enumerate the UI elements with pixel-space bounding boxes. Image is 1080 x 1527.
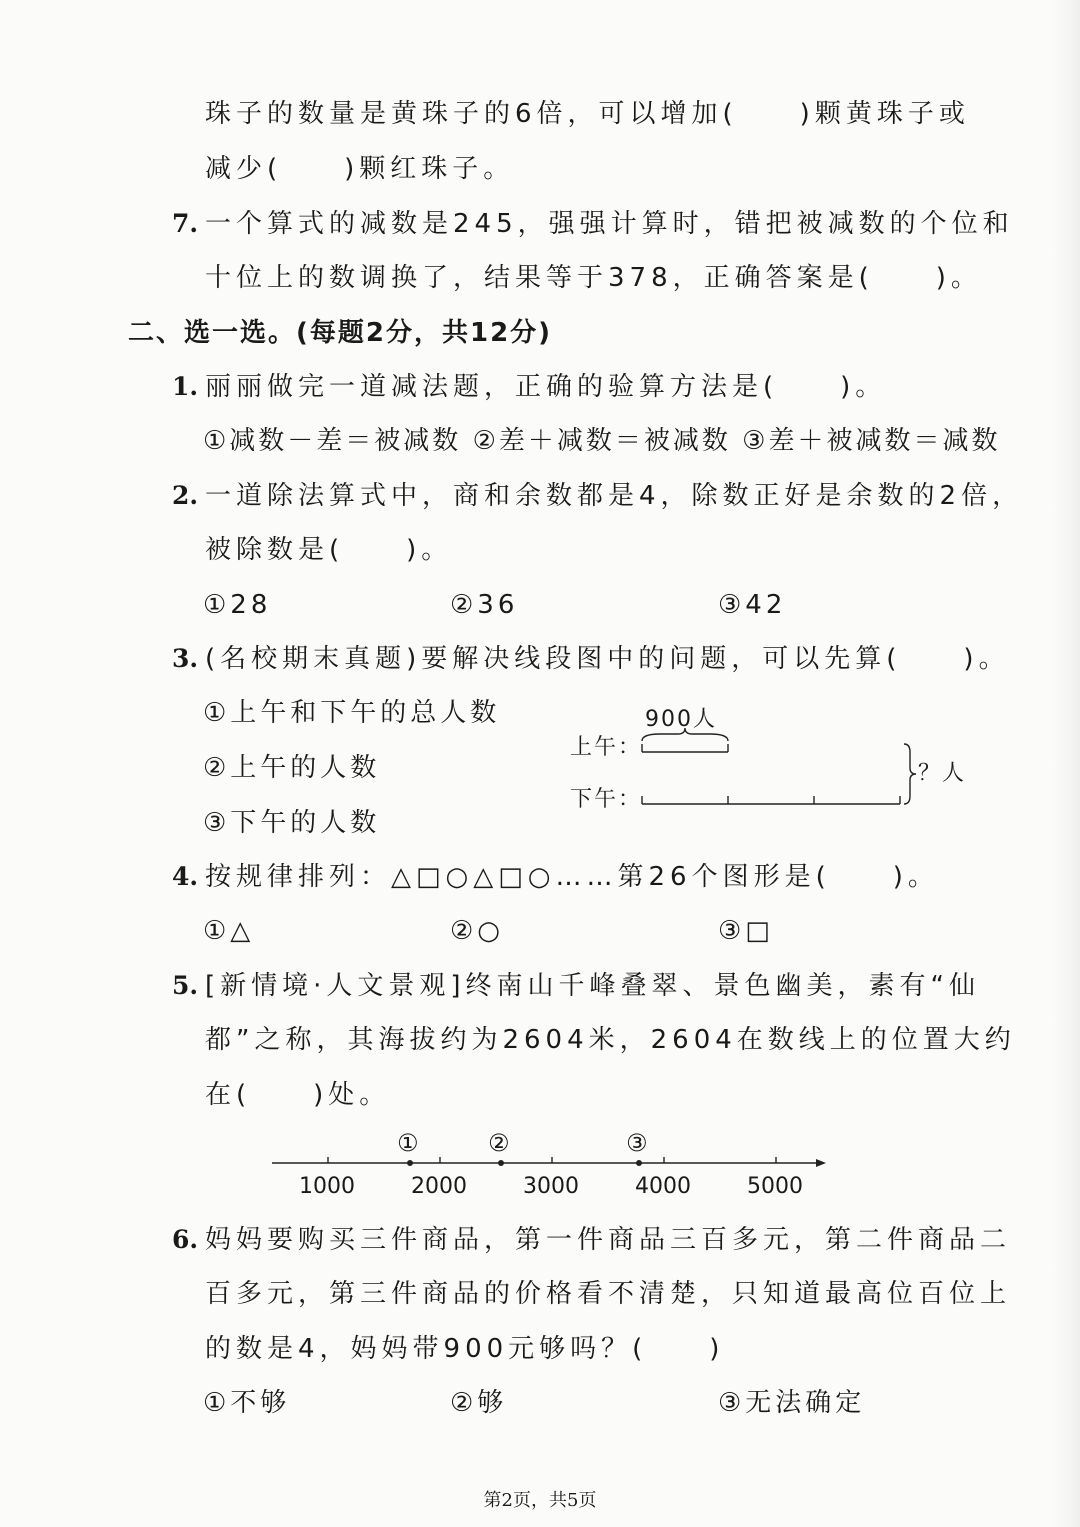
number-line [270, 1130, 840, 1210]
s2q2-option-2[interactable]: ②36 [450, 590, 519, 620]
tick-label-4000: 4000 [635, 1174, 691, 1199]
s2q3-number: 3. [172, 644, 199, 673]
s2q3-stem: (名校期末真题)要解决线段图中的问题，可以先算( )。 [205, 644, 1010, 674]
s2q3-option-2[interactable]: ②上午的人数 [203, 753, 381, 783]
s2q6-line3: 的数是4，妈妈带900元够吗？( ) [205, 1334, 725, 1364]
s2q4-number: 4. [172, 862, 199, 891]
number-line-arrow [816, 1159, 826, 1167]
s2q6-option-1[interactable]: ①不够 [203, 1388, 291, 1418]
s2q6-number: 6. [172, 1225, 199, 1254]
diagram-top-label: 900人 [645, 707, 717, 732]
marker-2[interactable]: ② [488, 1129, 510, 1157]
s2q5-line3: 在( )处。 [205, 1080, 391, 1110]
segment-diagram [560, 700, 980, 820]
morning-brace [642, 728, 728, 741]
s2q1-stem: 丽丽做完一道减法题，正确的验算方法是( )。 [205, 372, 887, 402]
s2q6-line1: 妈妈要购买三件商品，第一件商品三百多元，第二件商品二 [205, 1225, 1012, 1255]
q6-cont-line1: 珠子的数量是黄珠子的6倍，可以增加( )颗黄珠子或 [205, 99, 970, 129]
point-1 [407, 1160, 413, 1166]
section-title: 二、选一选。(每题2分，共12分) [128, 318, 553, 348]
diagram-morning-label: 上午： [570, 735, 643, 760]
tick-label-2000: 2000 [411, 1174, 467, 1199]
s2q6-line2: 百多元，第三件商品的价格看不清楚，只知道最高位百位上 [205, 1279, 1012, 1309]
s2q2-line2: 被除数是( )。 [205, 535, 453, 565]
s2q3-option-3[interactable]: ③下午的人数 [203, 808, 381, 838]
page-edge-shadow [1052, 0, 1080, 1527]
marker-3[interactable]: ③ [626, 1129, 648, 1157]
diagram-lines [560, 700, 980, 820]
tick-label-1000: 1000 [299, 1174, 355, 1199]
total-brace [904, 744, 916, 804]
s2q3-option-1[interactable]: ①上午和下午的总人数 [203, 698, 501, 728]
s2q1-number: 1. [172, 372, 199, 401]
page-footer: 第2页，共5页 [483, 1490, 597, 1511]
tick-label-5000: 5000 [747, 1174, 803, 1199]
s2q1-options: ①减数－差＝被减数 ②差＋减数＝被减数 ③差＋被减数＝减数 [203, 426, 1001, 456]
q7-line2: 十位上的数调换了，结果等于378，正确答案是( )。 [205, 263, 982, 293]
diagram-afternoon-label: 下午： [570, 787, 643, 812]
s2q6-option-3[interactable]: ③无法确定 [718, 1388, 866, 1418]
s2q5-line1: [新情境·人文景观]终南山千峰叠翠、景色幽美，素有“仙 [205, 971, 981, 1001]
s2q5-number: 5. [172, 971, 199, 1000]
s2q4-stem: 按规律排列：△□○△□○……第26个图形是( )。 [205, 862, 939, 892]
tick-label-3000: 3000 [523, 1174, 579, 1199]
s2q2-option-3[interactable]: ③42 [718, 590, 787, 620]
s2q2-option-1[interactable]: ①28 [203, 590, 272, 620]
s2q4-option-2[interactable]: ②○ [450, 916, 504, 946]
s2q6-option-2[interactable]: ②够 [450, 1388, 508, 1418]
q7-number: 7. [172, 209, 199, 238]
q6-cont-line2: 减少( )颗红珠子。 [205, 154, 515, 184]
s2q4-option-3[interactable]: ③□ [718, 916, 774, 946]
diagram-total-label: ？人 [918, 761, 967, 786]
marker-1[interactable]: ① [397, 1129, 419, 1157]
point-2 [498, 1160, 504, 1166]
s2q2-line1: 一道除法算式中，商和余数都是4，除数正好是余数的2倍， [205, 481, 1024, 511]
s2q4-option-1[interactable]: ①△ [203, 916, 255, 946]
q7-line1: 一个算式的减数是245，强强计算时，错把被减数的个位和 [205, 209, 1014, 239]
s2q5-line2: 都”之称，其海拔约为2604米，2604在数线上的位置大约 [205, 1025, 1016, 1055]
s2q2-number: 2. [172, 481, 199, 510]
point-3 [636, 1160, 642, 1166]
